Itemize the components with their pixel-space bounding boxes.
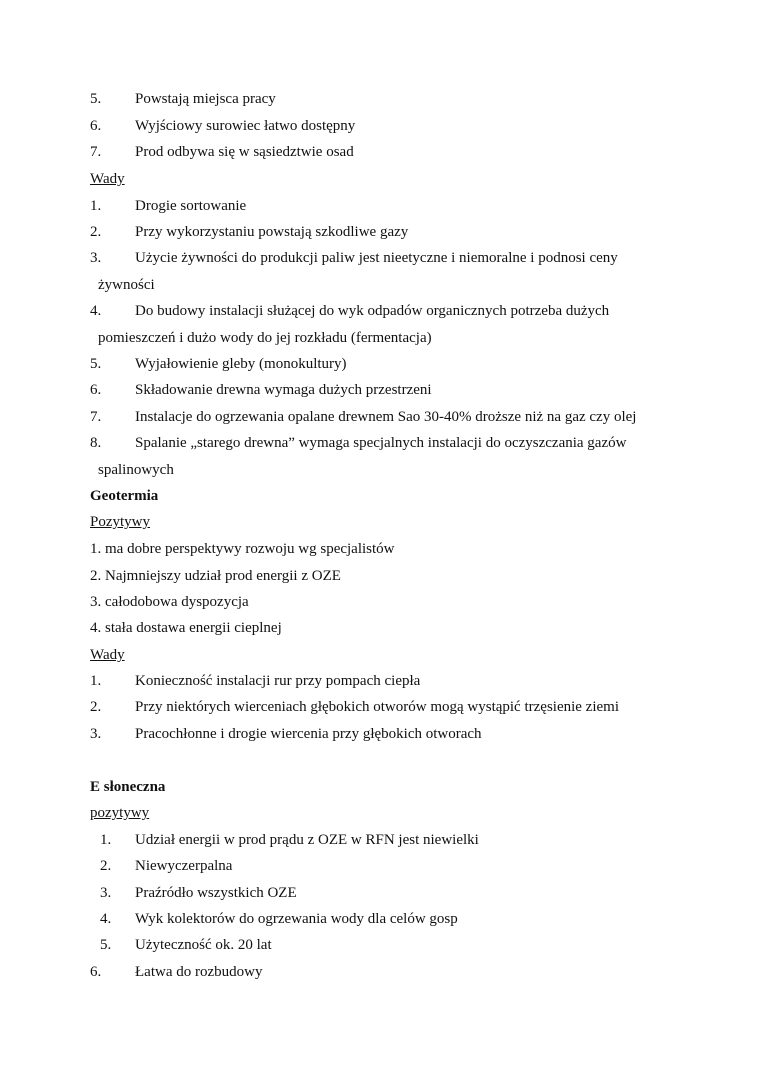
list-item-text: Wyjściowy surowiec łatwo dostępny — [135, 118, 356, 134]
list-item-number: 8. — [90, 435, 102, 451]
section-heading-wady: Wady — [90, 171, 125, 187]
list-item-number: 2. — [100, 858, 112, 874]
list-item-number: 3. — [90, 726, 102, 742]
section-heading-pozytywy: pozytywy — [90, 805, 150, 821]
list-item-number: 5. — [90, 91, 102, 107]
list-item-text: Użycie żywności do produkcji paliw jest nieetyczne i niemoralne i podnosi ceny — [135, 250, 618, 266]
list-item-text: Drogie sortowanie — [135, 198, 247, 214]
list-item-number: 7. — [90, 144, 102, 160]
list-item-number: 6. — [90, 118, 102, 134]
list-item-number: 6. — [90, 382, 102, 398]
list-item-continuation: pomieszczeń i dużo wody do jej rozkładu (fermentacja) — [98, 330, 432, 346]
list-item-number: 3. — [100, 885, 112, 901]
section-heading-wady: Wady — [90, 647, 125, 663]
list-item-text: Do budowy instalacji służącej do wyk odpadów organicznych potrzeba dużych — [135, 303, 610, 319]
list-item-text: Wyk kolektorów do ogrzewania wody dla celów gosp — [135, 911, 458, 927]
list-item-text: Użyteczność ok. 20 lat — [135, 937, 272, 953]
section-title-geotermia: Geotermia — [90, 488, 159, 504]
list-item-number: 7. — [90, 409, 102, 425]
list-item-number: 3. — [90, 250, 102, 266]
list-item-text: Niewyczerpalna — [135, 858, 233, 874]
list-item-text: Składowanie drewna wymaga dużych przestrzeni — [135, 382, 432, 398]
list-item-number: 1. — [90, 198, 102, 214]
list-item-text: Przy wykorzystaniu powstają szkodliwe gazy — [135, 224, 409, 240]
list-item: 1. ma dobre perspektywy rozwoju wg specjalistów — [90, 541, 395, 557]
list-item-number: 5. — [90, 356, 102, 372]
list-item-number: 6. — [90, 964, 102, 980]
list-item-continuation: spalinowych — [98, 462, 174, 478]
list-item-text: Wyjałowienie gleby (monokultury) — [135, 356, 347, 372]
list-item-number: 1. — [100, 832, 112, 848]
list-item-number: 1. — [90, 673, 102, 689]
list-item-number: 4. — [100, 911, 112, 927]
list-item-text: Prod odbywa się w sąsiedztwie osad — [135, 144, 354, 160]
list-item-number: 2. — [90, 699, 102, 715]
list-item-text: Praźródło wszystkich OZE — [135, 885, 297, 901]
list-item-number: 5. — [100, 937, 112, 953]
list-item: 2. Najmniejszy udział prod energii z OZE — [90, 568, 341, 584]
list-item-number: 4. — [90, 303, 102, 319]
list-item: 3. całodobowa dyspozycja — [90, 594, 249, 610]
section-title-sloneczna: E słoneczna — [90, 779, 166, 795]
list-item-text: Przy niektórych wierceniach głębokich otworów mogą wystąpić trzęsienie ziemi — [135, 699, 619, 715]
list-item-text: Instalacje do ogrzewania opalane drewnem Sao 30-40% droższe niż na gaz czy olej — [135, 409, 637, 425]
list-item-continuation: żywności — [98, 277, 155, 293]
list-item-text: Powstają miejsca pracy — [135, 91, 276, 107]
list-item-text: Pracochłonne i drogie wiercenia przy głębokich otworach — [135, 726, 482, 742]
section-heading-pozytywy: Pozytywy — [90, 514, 150, 530]
list-item-number: 2. — [90, 224, 102, 240]
list-item-text: Spalanie „starego drewna” wymaga specjalnych instalacji do oczyszczania gazów — [135, 435, 627, 451]
list-item-text: Udział energii w prod prądu z OZE w RFN jest niewielki — [135, 832, 479, 848]
list-item-text: Konieczność instalacji rur przy pompach ciepła — [135, 673, 421, 689]
list-item: 4. stała dostawa energii cieplnej — [90, 620, 282, 636]
list-item-text: Łatwa do rozbudowy — [135, 964, 263, 980]
